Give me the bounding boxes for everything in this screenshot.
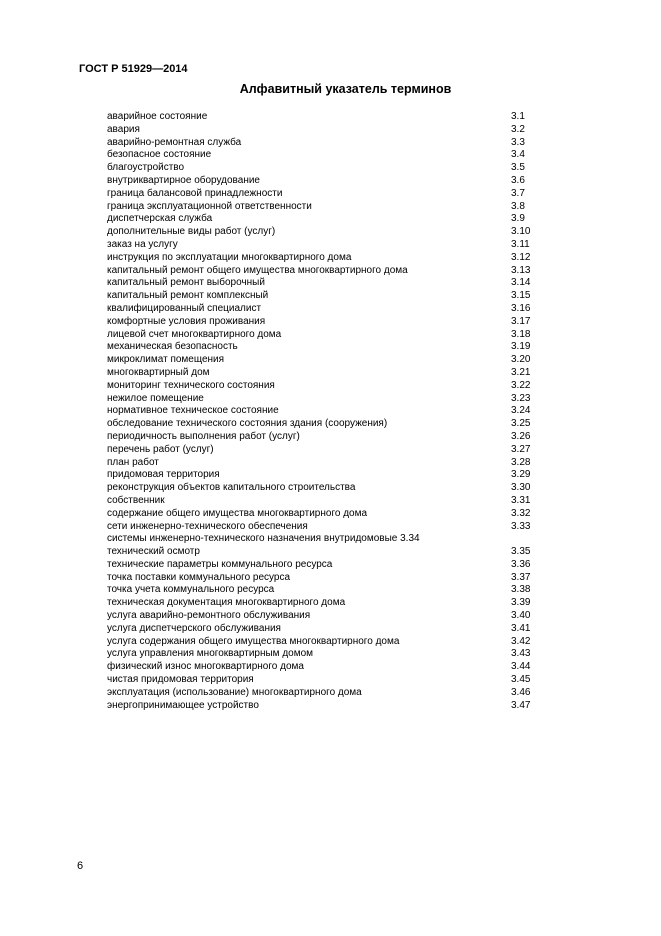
- index-section-number: 3.9: [511, 213, 525, 225]
- index-section-number: 3.13: [511, 264, 531, 276]
- index-entry: [107, 290, 547, 303]
- index-section-number: 3.14: [511, 277, 531, 289]
- index-term: периодичность выполнения работ (услуг): [107, 430, 300, 442]
- index-section-number: 3.26: [511, 430, 531, 442]
- index-term: системы инженерно-технического назначения внутридомовые 3.34: [107, 533, 420, 545]
- index-entry: [107, 303, 547, 316]
- document-code: ГОСТ Р 51929—2014: [79, 63, 188, 75]
- index-entry: [107, 674, 547, 687]
- index-term: аварийно-ремонтная служба: [107, 136, 242, 148]
- index-section-number: 3.33: [511, 520, 531, 532]
- index-entry: [107, 469, 547, 482]
- index-term: услуга управления многоквартирным домом: [107, 648, 314, 660]
- index-entry: [107, 636, 547, 649]
- index-term: техническая документация многоквартирного дома: [107, 597, 346, 609]
- index-entry: [107, 584, 547, 597]
- index-section-number: 3.37: [511, 571, 531, 583]
- index-entry: [107, 508, 547, 521]
- index-entry: [107, 201, 547, 214]
- index-term: многоквартирный дом: [107, 366, 210, 378]
- index-section-number: 3.31: [511, 494, 531, 506]
- index-section-number: 3.41: [511, 622, 531, 634]
- index-entry: [107, 610, 547, 623]
- index-term: план работ: [107, 456, 159, 468]
- index-entry: [107, 124, 547, 137]
- index-term: сети инженерно-технического обеспечения: [107, 520, 308, 532]
- index-term: заказ на услугу: [107, 238, 178, 250]
- index-section-number: 3.40: [511, 610, 531, 622]
- index-section-number: 3.7: [511, 187, 525, 199]
- index-section-number: 3.5: [511, 162, 525, 174]
- index-term: капитальный ремонт общего имущества многоквартирного дома: [107, 264, 408, 276]
- index-entry: [107, 341, 547, 354]
- index-term: аварийное состояние: [107, 111, 208, 122]
- index-entry: [107, 111, 547, 124]
- index-term: квалифицированный специалист: [107, 302, 262, 314]
- index-entry: [107, 661, 547, 674]
- index-section-number: 3.8: [511, 200, 525, 212]
- index-term: механическая безопасность: [107, 341, 238, 353]
- index-section-number: 3.20: [511, 354, 531, 366]
- index-section-number: 3.23: [511, 392, 531, 404]
- index-section-number: 3.17: [511, 315, 531, 327]
- index-entry: [107, 687, 547, 700]
- index-entry: [107, 162, 547, 175]
- index-section-number: 3.12: [511, 251, 531, 263]
- index-section-number: 3.35: [511, 546, 531, 558]
- index-term: инструкция по эксплуатации многоквартирного дома: [107, 251, 352, 263]
- index-term: дополнительные виды работ (услуг): [107, 226, 276, 238]
- index-section-number: 3.25: [511, 418, 531, 430]
- index-entry: [107, 597, 547, 610]
- index-entry: [107, 533, 547, 546]
- index-entry: [107, 239, 547, 252]
- index-term: услуга диспетчерского обслуживания: [107, 622, 281, 634]
- index-entry: [107, 175, 547, 188]
- index-section-number: 3.3: [511, 136, 525, 148]
- page-number: 6: [77, 860, 84, 872]
- index-section-number: 3.19: [511, 341, 531, 353]
- index-entry: [107, 431, 547, 444]
- term-index: [107, 111, 547, 712]
- index-entry: [107, 457, 547, 470]
- index-entry: [107, 444, 547, 457]
- index-section-number: 3.6: [511, 174, 525, 186]
- index-term: придомовая территория: [107, 469, 220, 481]
- index-section-number: 3.30: [511, 482, 531, 494]
- index-section-number: 3.29: [511, 469, 531, 481]
- index-term: услуга содержания общего имущества многоквартирного дома: [107, 635, 400, 647]
- index-section-number: 3.1: [511, 111, 525, 122]
- index-section-number: 3.11: [511, 238, 530, 250]
- index-section-number: 3.46: [511, 686, 531, 698]
- index-section-number: 3.27: [511, 443, 531, 455]
- index-entry: [107, 316, 547, 329]
- index-section-number: 3.45: [511, 674, 531, 686]
- index-term: технические параметры коммунального ресурса: [107, 558, 333, 570]
- index-entry: [107, 137, 547, 150]
- index-entry: [107, 380, 547, 393]
- index-term: физический износ многоквартирного дома: [107, 661, 304, 673]
- index-section-number: 3.15: [511, 290, 531, 302]
- index-section-number: 3.16: [511, 302, 531, 314]
- index-term: энергопринимающее устройство: [107, 699, 259, 711]
- index-entry: [107, 405, 547, 418]
- index-entry: [107, 648, 547, 661]
- index-term: услуга аварийно-ремонтного обслуживания: [107, 610, 311, 622]
- index-section-number: 3.32: [511, 507, 531, 519]
- index-entry: [107, 559, 547, 572]
- index-entry: [107, 700, 547, 713]
- index-term: комфортные условия проживания: [107, 315, 266, 327]
- index-section-number: 3.42: [511, 635, 531, 647]
- index-section-number: 3.44: [511, 661, 531, 673]
- index-entry: [107, 188, 547, 201]
- index-section-number: 3.24: [511, 405, 531, 417]
- index-term: содержание общего имущества многоквартирного дома: [107, 507, 368, 519]
- index-section-number: 3.18: [511, 328, 531, 340]
- index-entry: [107, 623, 547, 636]
- index-section-number: 3.10: [511, 226, 531, 238]
- index-entry: [107, 521, 547, 534]
- index-entry: [107, 572, 547, 585]
- index-section-number: 3.4: [511, 149, 525, 161]
- index-entry: [107, 226, 547, 239]
- index-term: лицевой счет многоквартирного дома: [107, 328, 282, 340]
- index-term: внутриквартирное оборудование: [107, 174, 260, 186]
- index-term: эксплуатация (использование) многоквартирного дома: [107, 686, 362, 698]
- index-entry: [107, 265, 547, 278]
- index-term: микроклимат помещения: [107, 354, 225, 366]
- index-entry: [107, 393, 547, 406]
- index-term: капитальный ремонт выборочный: [107, 277, 265, 289]
- index-term: авария: [107, 123, 140, 135]
- index-term: реконструкция объектов капитального строительства: [107, 482, 356, 494]
- index-section-number: 3.28: [511, 456, 531, 468]
- index-entry: [107, 418, 547, 431]
- index-entry: [107, 546, 547, 559]
- index-term: собственник: [107, 494, 165, 506]
- index-term: нормативное техническое состояние: [107, 405, 279, 417]
- index-entry: [107, 213, 547, 226]
- index-entry: [107, 495, 547, 508]
- index-section-number: 3.43: [511, 648, 531, 660]
- index-term: перечень работ (услуг): [107, 443, 214, 455]
- index-entry: [107, 367, 547, 380]
- page-title: Алфавитный указатель терминов: [239, 82, 452, 96]
- index-section-number: 3.47: [511, 699, 531, 711]
- index-section-number: 3.22: [511, 379, 531, 391]
- index-term: благоустройство: [107, 162, 185, 174]
- index-term: нежилое помещение: [107, 392, 204, 404]
- index-term: диспетчерская служба: [107, 213, 213, 225]
- index-term: безопасное состояние: [107, 149, 212, 161]
- index-term: обследование технического состояния здания (сооружения): [107, 418, 388, 430]
- index-entry: [107, 354, 547, 367]
- index-term: граница эксплуатационной ответственности: [107, 200, 312, 212]
- index-term: точка учета коммунального ресурса: [107, 584, 275, 596]
- index-section-number: 3.2: [511, 123, 525, 135]
- index-entry: [107, 149, 547, 162]
- index-entry: [107, 277, 547, 290]
- index-section-number: 3.38: [511, 584, 531, 596]
- index-section-number: 3.36: [511, 558, 531, 570]
- index-term: мониторинг технического состояния: [107, 379, 275, 391]
- index-entry: [107, 252, 547, 265]
- index-term: капитальный ремонт комплексный: [107, 290, 269, 302]
- index-term: технический осмотр: [107, 546, 200, 558]
- index-section-number: 3.39: [511, 597, 531, 609]
- index-term: граница балансовой принадлежности: [107, 187, 283, 199]
- index-term: точка поставки коммунального ресурса: [107, 571, 291, 583]
- index-entry: [107, 329, 547, 342]
- index-entry: [107, 482, 547, 495]
- index-term: чистая придомовая территория: [107, 674, 254, 686]
- index-section-number: 3.21: [511, 366, 531, 378]
